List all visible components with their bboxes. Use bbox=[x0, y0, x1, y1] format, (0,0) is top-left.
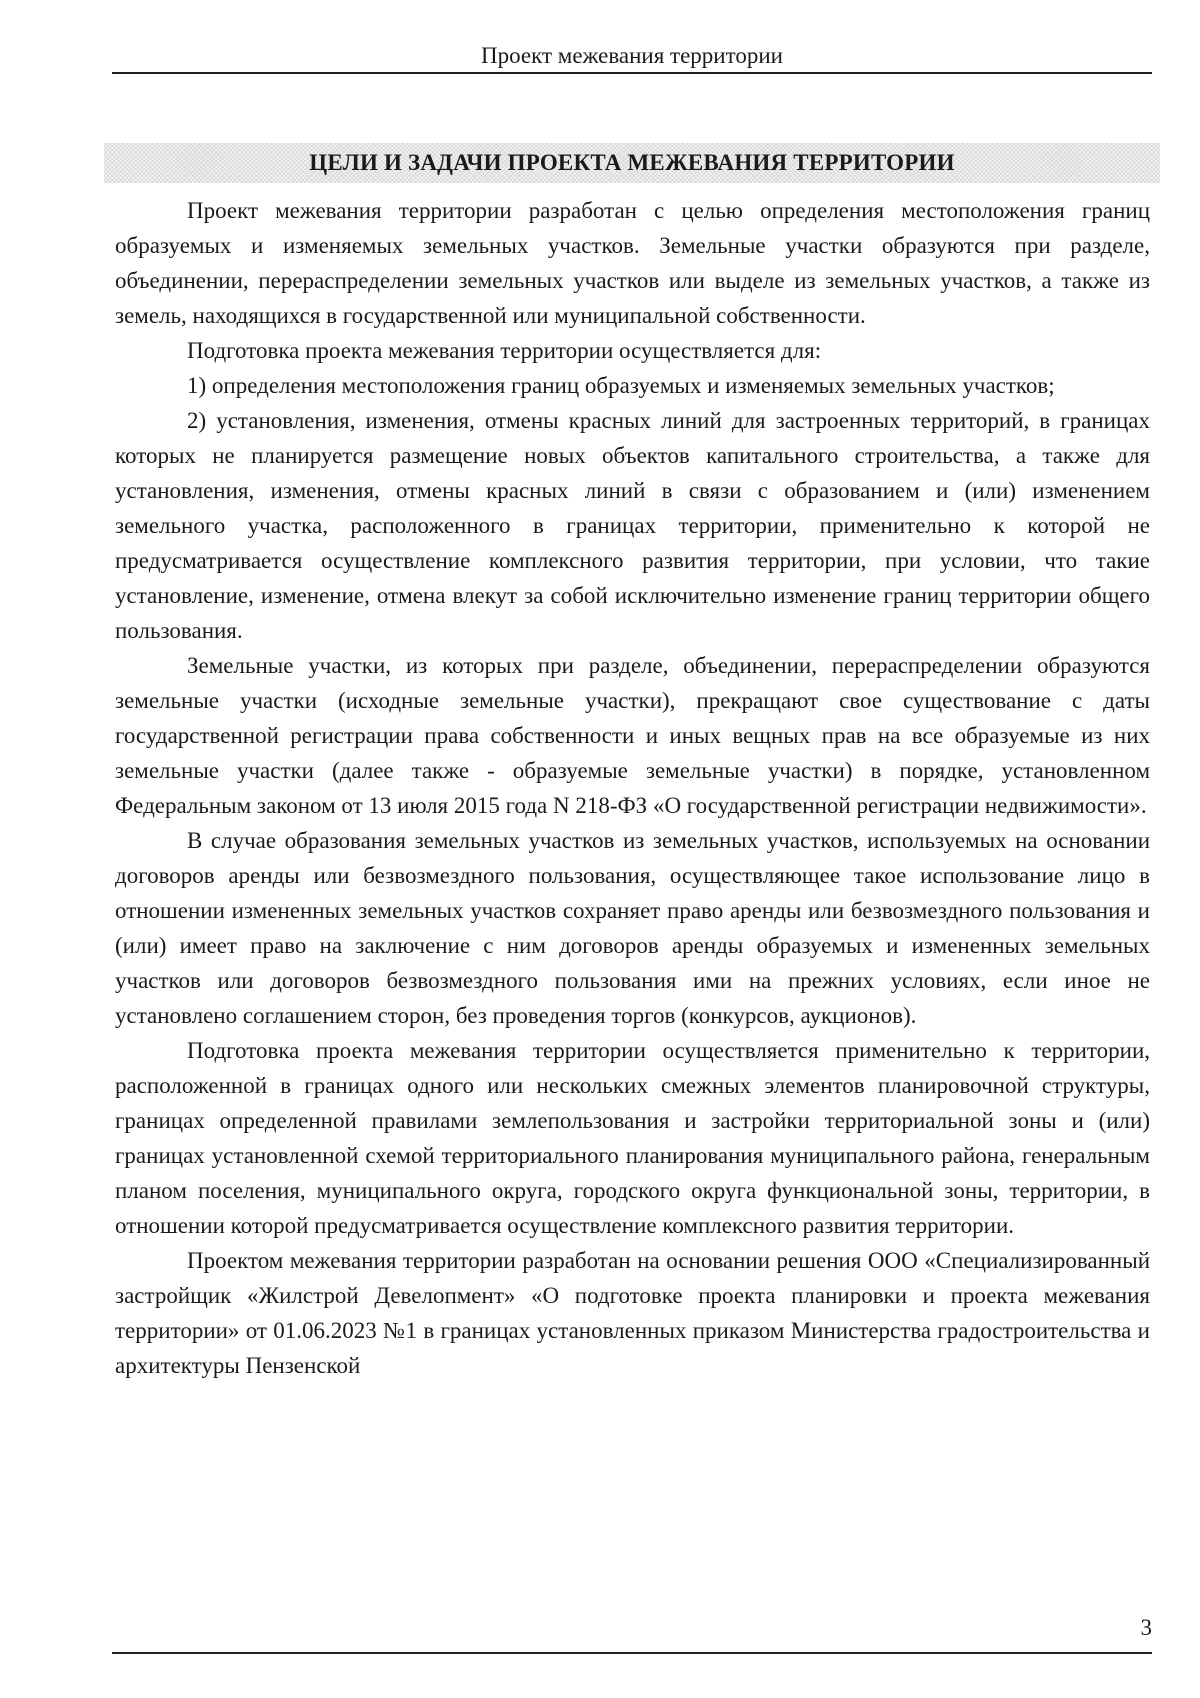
paragraph: Подготовка проекта межевания территории осуществляется применительно к территории, расположенной в границах одного или нескольких смежных элементов планировочной структуры, границах определенной правилами землепользования и застройки территориальной зоны и (или) границах установленной схемой территориального планирования муниципального района, генеральным планом поселения, муниципального округа, городского округа функциональной зоны, территории, в отношении которой предусматривается осуществление комплексного развития территории. bbox=[115, 1038, 1150, 1238]
page-number: 3 bbox=[1140, 1615, 1152, 1640]
body-text bbox=[115, 193, 1150, 1383]
paragraph: Земельные участки, из которых при разделе, объединении, перераспределении образуются земельные участки (исходные земельные участки), прекращают свое существование с даты государственной регистрации права собственности и иных вещных прав на все образуемые из них земельные участки (далее также - образуемые земельные участки) в порядке, установленном Федеральным законом от 13 июля 2015 года N 218-ФЗ «О государственной регистрации недвижимости». bbox=[115, 653, 1150, 818]
paragraph: 1) определения местоположения границ образуемых и изменяемых земельных участков; bbox=[187, 373, 1055, 398]
footer-divider bbox=[112, 1652, 1152, 1654]
paragraph: Подготовка проекта межевания территории осуществляется для: bbox=[187, 338, 822, 363]
running-header: Проект межевания территории bbox=[481, 43, 783, 68]
paragraph: В случае образования земельных участков из земельных участков, используемых на основании договоров аренды или безвозмездного пользования, осуществляющее такое использование лицо в отношении измененных земельных участков сохраняет право аренды или безвозмездного пользования и (или) имеет право на заключение с ним договоров аренды образуемых и измененных земельных участков или договоров безвозмездного пользования ими на прежних условиях, если иное не установлено соглашением сторон, без проведения торгов (конкурсов, аукционов). bbox=[115, 828, 1150, 1028]
section-title: ЦЕЛИ И ЗАДАЧИ ПРОЕКТА МЕЖЕВАНИЯ ТЕРРИТОРИИ bbox=[309, 150, 955, 175]
paragraph: 2) установления, изменения, отмены красных линий для застроенных территорий, в границах которых не планируется размещение новых объектов капитального строительства, а также для установления, изменения, отмены красных линий в связи с образованием и (или) изменением земельного участка, расположенного в границах территории, применительно к которой не предусматривается осуществление комплексного развития территории, при условии, что такие установление, изменение, отмена влекут за собой исключительно изменение границ территории общего пользования. bbox=[115, 408, 1150, 643]
header-divider bbox=[112, 72, 1152, 74]
paragraph: Проектом межевания территории разработан на основании решения ООО «Специализированный застройщик «Жилстрой Девелопмент» «О подготовке проекта планировки и проекта межевания территории» от 01.06.2023 №1 в границах установленных приказом Министерства градостроительства и архитектуры Пензенской bbox=[115, 1248, 1150, 1378]
paragraph: Проект межевания территории разработан с целью определения местоположения границ образуемых и изменяемых земельных участков. Земельные участки образуются при разделе, объединении, перераспределении земельных участков или выделе из земельных участков, а также из земель, находящихся в государственной или муниципальной собственности. bbox=[115, 198, 1150, 328]
